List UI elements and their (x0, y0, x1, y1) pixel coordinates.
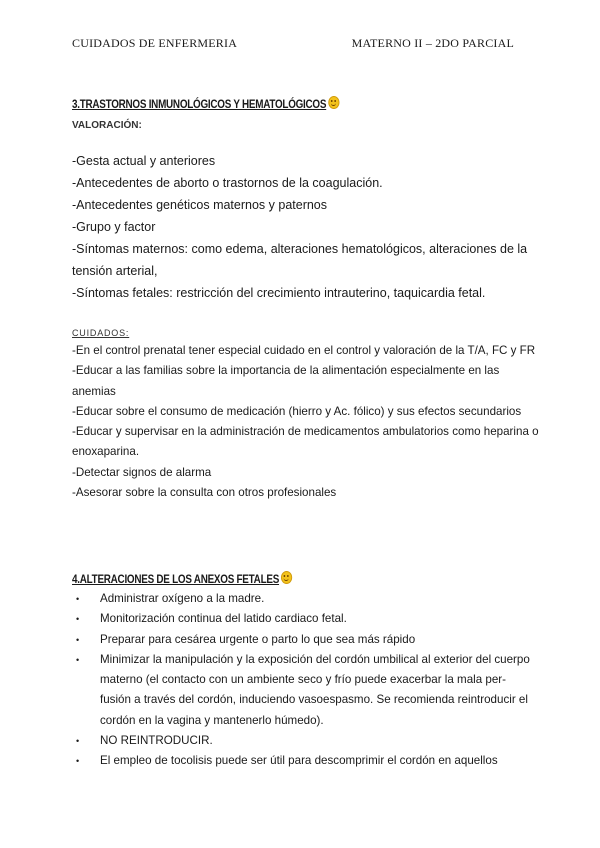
list-item (76, 751, 536, 771)
list-item-text: Administrar oxígeno a la madre. (100, 592, 265, 605)
smiling-face-icon (328, 96, 339, 109)
valoracion-list (72, 150, 542, 304)
list-item: -Educar a las familias sobre la importancia de la alimentación especialmente en las anemias (72, 364, 500, 398)
bullet-icon: • (76, 654, 80, 665)
list-item (76, 731, 536, 751)
header-unit-title: MATERNO II – 2DO PARCIAL (351, 36, 514, 50)
section-3-title (72, 96, 339, 111)
list-item: -Asesorar sobre la consulta con otros profesionales (72, 486, 337, 500)
bullet-icon: • (76, 594, 80, 604)
bullet-icon: • (76, 736, 80, 747)
section-4-title-text: 4.ALTERACIONES DE LOS ANEXOS FETALES (72, 574, 280, 586)
list-item: -Grupo y factor (72, 220, 156, 234)
list-item: -Educar sobre el consumo de medicación (hierro y Ac. fólico) y sus efectos secundarios (72, 404, 522, 418)
bullet-icon: • (76, 756, 80, 767)
list-item-text: NO REINTRODUCIR. (100, 734, 213, 748)
anexos-bullet-list (76, 589, 536, 772)
list-item: -Detectar signos de alarma (72, 465, 212, 479)
list-item: -En el control prenatal tener especial cuidado en el control y valoración de la T/A, FC y FR (72, 344, 536, 357)
section-3-title-text: 3.TRASTORNOS INMUNOLÓGICOS Y HEMATOLÓGICOS (72, 99, 327, 111)
list-item (76, 609, 536, 629)
cuidados-list (72, 341, 542, 503)
bullet-icon: • (76, 614, 80, 625)
bullet-icon: • (76, 634, 80, 645)
list-item-text: El empleo de tocolisis puede ser útil para descomprimir el cordón en aquellos (100, 754, 498, 768)
header-course-title: CUIDADOS DE ENFERMERIA (72, 36, 238, 50)
valoracion-label: VALORACIÓN: (72, 120, 142, 131)
list-item: -Síntomas fetales: restricción del crecimiento intrauterino, taquicardia fetal. (72, 286, 486, 300)
list-item: -Antecedentes genéticos maternos y paternos (72, 198, 328, 212)
list-item: -Antecedentes de aborto o trastornos de la coagulación. (72, 176, 383, 190)
smiling-face-icon (281, 571, 292, 584)
cuidados-label: CUIDADOS: (72, 328, 130, 338)
list-item: -Educar y supervisar en la administración de medicamentos ambulatorios como heparina o enoxaparina. (72, 425, 539, 459)
list-item (76, 650, 536, 731)
list-item-text: Minimizar la manipulación y la exposición del cordón umbilical al exterior del cuerpo materno (el contacto con un ambiente seco y frío puede exacerbar la mala per- fusión a través del cordón, induciendo vasoespasmo. Se recomienda reintroducir el cordón en la vagina y mantenerlo húmedo). (100, 652, 530, 727)
section-4-title (72, 571, 292, 586)
list-item (76, 630, 536, 650)
list-item-text: Preparar para cesárea urgente o parto lo que sea más rápido (100, 632, 416, 646)
list-item-text: Monitorización continua del latido cardiaco fetal. (100, 612, 347, 626)
list-item: -Gesta actual y anteriores (72, 154, 216, 168)
list-item: -Síntomas maternos: como edema, alteraciones hematológicos, alteraciones de la tensión arterial, (72, 242, 528, 278)
list-item (76, 589, 536, 609)
